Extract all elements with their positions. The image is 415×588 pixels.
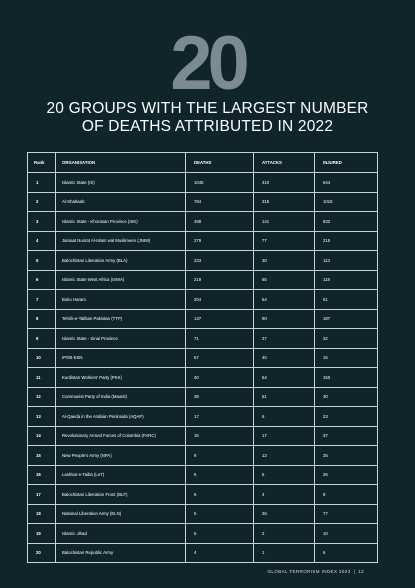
header-injured: INJURED xyxy=(315,153,378,173)
table-body xyxy=(28,173,378,563)
page-title-line-2: OF DEATHS ATTRIBUTED IN 2022 xyxy=(81,118,334,135)
cell-deaths: 1045 xyxy=(186,173,254,193)
cell-organisation: National Liberation Army (ELN) xyxy=(56,504,186,524)
table-row xyxy=(28,368,378,388)
cell-organisation: Islamic State - Sinai Province xyxy=(56,329,186,349)
cell-organisation: Islamic State - Khorasan Province (ISK) xyxy=(56,212,186,232)
cell-rank: 2 xyxy=(28,192,56,212)
cell-injured: 150 xyxy=(315,368,378,388)
table-row xyxy=(28,270,378,290)
cell-attacks: 410 xyxy=(254,173,315,193)
cell-attacks: 40 xyxy=(254,348,315,368)
cell-injured: 113 xyxy=(315,251,378,271)
table-row xyxy=(28,465,378,485)
footer-separator: | xyxy=(353,569,356,574)
cell-organisation: Jamaat Nusrat Al-Islam wal Muslimeen (JNIM) xyxy=(56,231,186,251)
table-row xyxy=(28,524,378,544)
table-row xyxy=(28,426,378,446)
cell-injured: 37 xyxy=(315,426,378,446)
cell-organisation: Islamic Jihad xyxy=(56,524,186,544)
cell-organisation: Tehrik-e-Taliban Pakistan (TTP) xyxy=(56,309,186,329)
cell-attacks: 30 xyxy=(254,251,315,271)
cell-attacks: 17 xyxy=(254,426,315,446)
cell-rank: 9 xyxy=(28,329,56,349)
cell-deaths: 279 xyxy=(186,231,254,251)
cell-injured: 25 xyxy=(315,446,378,466)
cell-rank: 4 xyxy=(28,231,56,251)
cell-deaths: 40 xyxy=(186,368,254,388)
cell-deaths: 219 xyxy=(186,270,254,290)
cell-rank: 10 xyxy=(28,348,56,368)
header-organisation: ORGANISATION xyxy=(56,153,186,173)
table-row xyxy=(28,329,378,349)
header-rank: Rank xyxy=(28,153,56,173)
cell-deaths: 6 xyxy=(186,485,254,505)
cell-organisation: Islamic State (IS) xyxy=(56,173,186,193)
page-hero-number: 20 xyxy=(170,21,245,106)
table-row xyxy=(28,446,378,466)
cell-attacks: 6 xyxy=(254,407,315,427)
cell-attacks: 1 xyxy=(254,543,315,563)
cell-deaths: 16 xyxy=(186,426,254,446)
table-row xyxy=(28,348,378,368)
cell-rank: 11 xyxy=(28,368,56,388)
cell-injured: 832 xyxy=(315,212,378,232)
cell-attacks: 65 xyxy=(254,270,315,290)
cell-organisation: Balochistan Republic Army xyxy=(56,543,186,563)
cell-rank: 1 xyxy=(28,173,56,193)
cell-rank: 3 xyxy=(28,212,56,232)
cell-deaths: 5 xyxy=(186,524,254,544)
table-row xyxy=(28,407,378,427)
cell-injured: 77 xyxy=(315,504,378,524)
cell-injured: 1016 xyxy=(315,192,378,212)
footer-page-number: 12 xyxy=(358,569,364,574)
cell-injured: 6 xyxy=(315,543,378,563)
cell-organisation: Revolutionary Armed Forces of Colombia (FARC) xyxy=(56,426,186,446)
cell-rank: 13 xyxy=(28,407,56,427)
table-row xyxy=(28,290,378,310)
cell-injured: 26 xyxy=(315,465,378,485)
table-header-row xyxy=(28,153,378,173)
header-deaths: DEATHS xyxy=(186,153,254,173)
cell-attacks: 27 xyxy=(254,329,315,349)
cell-rank: 16 xyxy=(28,465,56,485)
cell-rank: 8 xyxy=(28,309,56,329)
cell-organisation: Communist Party of India (Maoist) xyxy=(56,387,186,407)
cell-organisation: IPOB-ESN xyxy=(56,348,186,368)
cell-organisation: Al-Qaeda in the Arabian Peninsula (AQAP) xyxy=(56,407,186,427)
cell-attacks: 61 xyxy=(254,387,315,407)
cell-deaths: 204 xyxy=(186,290,254,310)
cell-organisation: Kurdistan Workers' Party (PKK) xyxy=(56,368,186,388)
cell-organisation: Balochistan Liberation Army (BLA) xyxy=(56,251,186,271)
cell-deaths: 71 xyxy=(186,329,254,349)
cell-deaths: 5 xyxy=(186,504,254,524)
cell-injured: 187 xyxy=(315,309,378,329)
cell-rank: 7 xyxy=(28,290,56,310)
cell-rank: 18 xyxy=(28,504,56,524)
cell-deaths: 784 xyxy=(186,192,254,212)
cell-attacks: 4 xyxy=(254,485,315,505)
cell-rank: 17 xyxy=(28,485,56,505)
footer-publication: GLOBAL TERRORISM INDEX 2023 xyxy=(267,569,351,574)
cell-deaths: 4 xyxy=(186,543,254,563)
cell-attacks: 54 xyxy=(254,368,315,388)
cell-organisation: Lashkar-e-Taiba (LeT) xyxy=(56,465,186,485)
cell-deaths: 233 xyxy=(186,251,254,271)
cell-attacks: 64 xyxy=(254,290,315,310)
cell-deaths: 39 xyxy=(186,387,254,407)
cell-deaths: 9 xyxy=(186,446,254,466)
cell-organisation: New People's Army (NPA) xyxy=(56,446,186,466)
cell-attacks: 141 xyxy=(254,212,315,232)
cell-injured: 8 xyxy=(315,485,378,505)
cell-injured: 118 xyxy=(315,270,378,290)
cell-deaths: 57 xyxy=(186,348,254,368)
cell-attacks: 315 xyxy=(254,192,315,212)
page-title xyxy=(0,100,415,136)
cell-injured: 32 xyxy=(315,329,378,349)
cell-attacks: 90 xyxy=(254,309,315,329)
table-row xyxy=(28,251,378,271)
cell-rank: 14 xyxy=(28,426,56,446)
cell-rank: 19 xyxy=(28,524,56,544)
cell-injured: 16 xyxy=(315,348,378,368)
table-row xyxy=(28,543,378,563)
cell-rank: 15 xyxy=(28,446,56,466)
groups-table xyxy=(27,152,378,563)
cell-rank: 12 xyxy=(28,387,56,407)
cell-deaths: 498 xyxy=(186,212,254,232)
table-row xyxy=(28,231,378,251)
cell-injured: 644 xyxy=(315,173,378,193)
cell-rank: 5 xyxy=(28,251,56,271)
table-row xyxy=(28,212,378,232)
page-title-line-1: 20 GROUPS WITH THE LARGEST NUMBER xyxy=(46,100,369,117)
table-row xyxy=(28,309,378,329)
cell-organisation: Islamic State West Africa (ISWA) xyxy=(56,270,186,290)
table-row xyxy=(28,485,378,505)
cell-deaths: 6 xyxy=(186,465,254,485)
cell-rank: 20 xyxy=(28,543,56,563)
cell-attacks: 77 xyxy=(254,231,315,251)
table-row xyxy=(28,387,378,407)
cell-injured: 10 xyxy=(315,524,378,544)
cell-injured: 30 xyxy=(315,387,378,407)
cell-attacks: 26 xyxy=(254,504,315,524)
cell-injured: 23 xyxy=(315,407,378,427)
cell-injured: 51 xyxy=(315,290,378,310)
cell-rank: 6 xyxy=(28,270,56,290)
table-row xyxy=(28,504,378,524)
cell-organisation: Al-Shabaab xyxy=(56,192,186,212)
page-footer xyxy=(0,569,364,574)
cell-organisation: Balochistan Liberation Front (BLF) xyxy=(56,485,186,505)
header-attacks: ATTACKS xyxy=(254,153,315,173)
table-row xyxy=(28,192,378,212)
cell-attacks: 2 xyxy=(254,524,315,544)
table-row xyxy=(28,173,378,193)
cell-organisation: Boko Haram xyxy=(56,290,186,310)
cell-attacks: 6 xyxy=(254,465,315,485)
cell-deaths: 137 xyxy=(186,309,254,329)
cell-deaths: 17 xyxy=(186,407,254,427)
cell-injured: 215 xyxy=(315,231,378,251)
cell-attacks: 13 xyxy=(254,446,315,466)
